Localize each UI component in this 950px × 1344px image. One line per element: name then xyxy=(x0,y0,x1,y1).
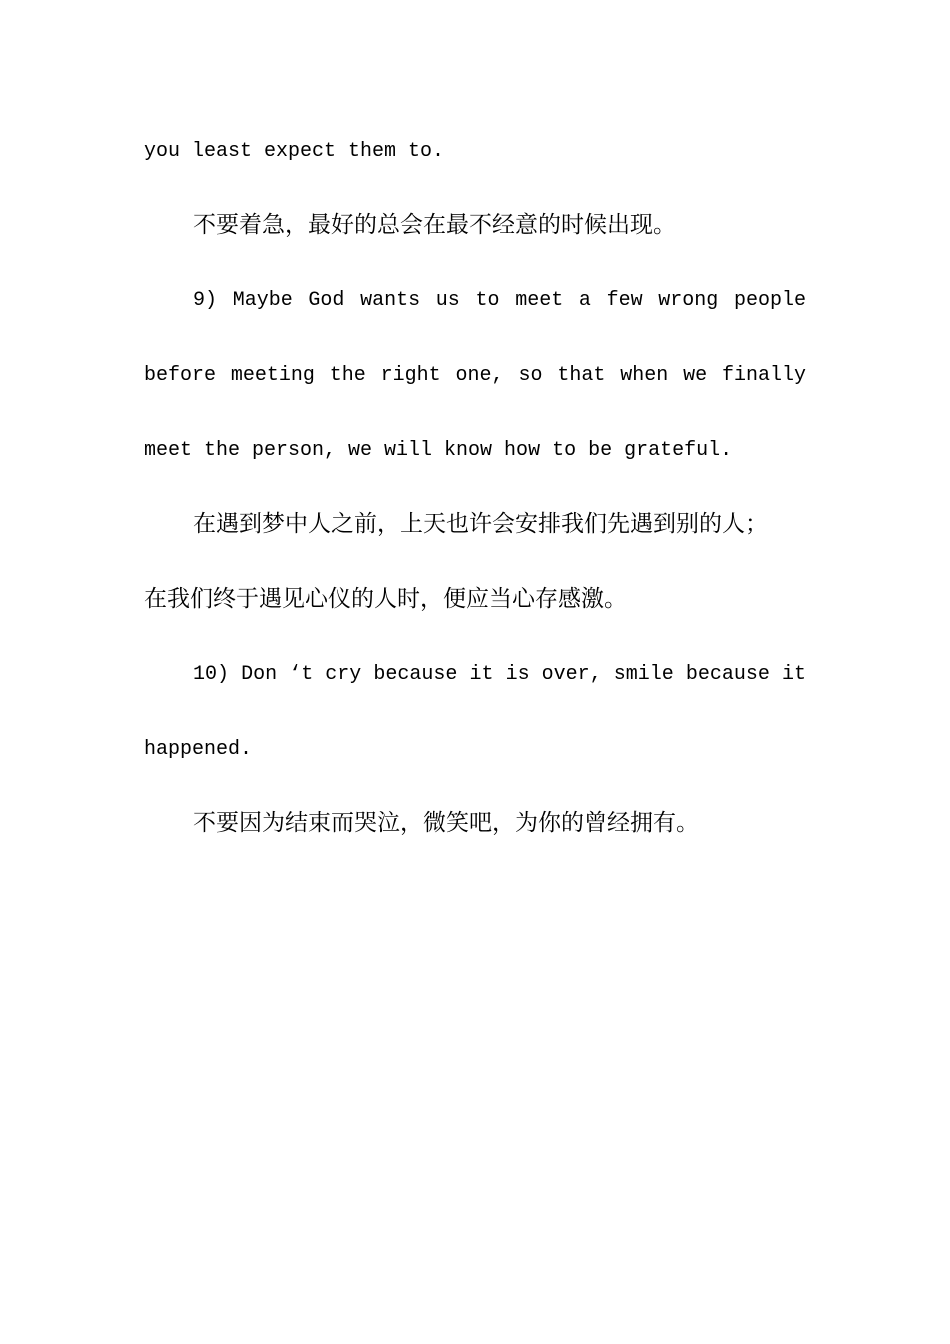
text-line-item-10-end: happened. xyxy=(144,738,253,761)
text-line-chinese-10: 不要因为结束而哭泣，微笑吧，为你的曾经拥有。 xyxy=(193,810,699,836)
text-line-item-9-middle: before meeting the right one, so that when we finally xyxy=(144,364,806,387)
text-line-chinese-8: 不要着急，最好的总会在最不经意的时候出现。 xyxy=(193,212,676,238)
text-line-chinese-9-start: 在遇到梦中人之前，上天也许会安排我们先遇到别的人； xyxy=(193,511,768,537)
text-line-item-9-end: meet the person, we will know how to be grateful. xyxy=(144,439,733,462)
text-line-chinese-9-end: 在我们终于遇见心仪的人时，便应当心存感激。 xyxy=(144,586,627,612)
text-line-item-10-start: 10) Don ‘t cry because it is over, smile because it xyxy=(193,663,806,686)
text-line-item-9-start: 9) Maybe God wants us to meet a few wrong people xyxy=(193,289,806,312)
text-line-continuation: you least expect them to. xyxy=(144,140,445,163)
